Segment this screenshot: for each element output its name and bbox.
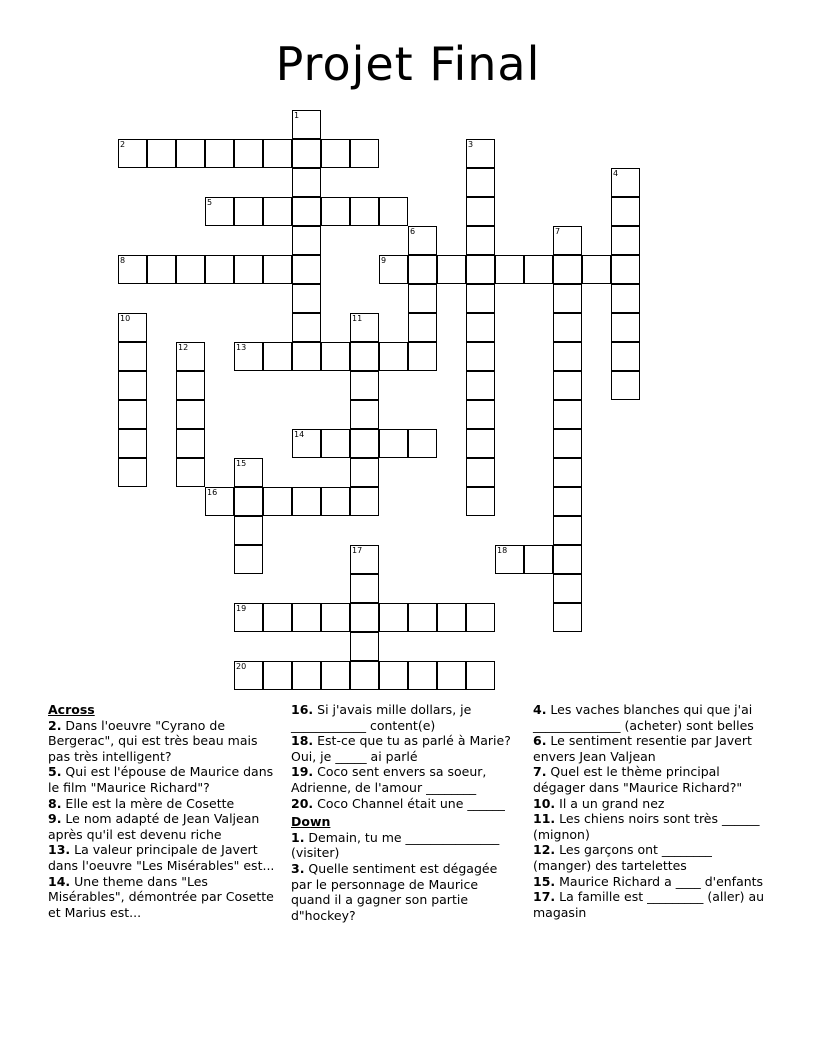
clue-number: 15. (533, 873, 556, 889)
grid-cell[interactable] (408, 603, 437, 632)
grid-cell[interactable] (611, 226, 640, 255)
down-clue: 10. Il a un grand nez (533, 795, 665, 811)
grid-cell[interactable] (350, 574, 379, 603)
grid-cell[interactable] (553, 226, 582, 255)
grid-cell[interactable] (524, 255, 553, 284)
clue-number: 14 (294, 430, 305, 439)
grid-cell[interactable] (118, 458, 147, 487)
grid-cell[interactable] (437, 255, 466, 284)
grid-cell[interactable] (234, 516, 263, 545)
grid-cell[interactable] (263, 603, 292, 632)
grid-cell[interactable] (118, 255, 147, 284)
clue-number: 2. (48, 717, 62, 733)
down-clue: 17. La famille est _________ (aller) au magasin (533, 889, 765, 920)
grid-cell[interactable] (292, 255, 321, 284)
grid-cell[interactable] (379, 661, 408, 690)
grid-cell[interactable] (176, 255, 205, 284)
clue-number: 14. (48, 873, 71, 889)
down-clue: 3. Quelle sentiment est dégagée par le personnage de Maurice quand il a gagner son partie d"hockey? (291, 860, 498, 923)
grid-cell[interactable] (553, 284, 582, 313)
grid-cell[interactable] (205, 139, 234, 168)
grid-cell[interactable] (234, 487, 263, 516)
grid-cell[interactable] (350, 342, 379, 371)
grid-cell[interactable] (611, 255, 640, 284)
grid-cell[interactable] (350, 661, 379, 690)
grid-cell[interactable] (350, 400, 379, 429)
grid-cell[interactable] (350, 429, 379, 458)
grid-cell[interactable] (234, 342, 263, 371)
across-clue-list-continued (291, 702, 511, 811)
grid-cell[interactable] (437, 603, 466, 632)
grid-cell[interactable] (350, 197, 379, 226)
grid-cell[interactable] (611, 284, 640, 313)
clues-column-1 (48, 702, 278, 920)
grid-cell[interactable] (553, 545, 582, 574)
clue-number: 13. (48, 842, 71, 858)
grid-cell[interactable] (553, 516, 582, 545)
across-heading: Across (48, 702, 95, 717)
grid-cell[interactable] (466, 284, 495, 313)
grid-cell[interactable] (292, 661, 321, 690)
grid-cell[interactable] (176, 139, 205, 168)
grid-cell[interactable] (553, 458, 582, 487)
grid-cell[interactable] (611, 168, 640, 197)
across-clue: 14. Une theme dans "Les Misérables", démontrée par Cosette et Marius est... (48, 873, 274, 920)
down-clue: 4. Les vaches blanches qui que j'ai ______________ (acheter) sont belles (533, 702, 754, 733)
down-heading: Down (291, 814, 331, 830)
grid-cell[interactable] (118, 371, 147, 400)
grid-cell[interactable] (408, 226, 437, 255)
clue-number: 3. (291, 860, 305, 876)
grid-cell[interactable] (408, 284, 437, 313)
grid-cell[interactable] (292, 197, 321, 226)
clue-number: 4. (533, 702, 547, 717)
grid-cell[interactable] (263, 197, 292, 226)
across-clue: 8. Elle est la mère de Cosette (48, 795, 235, 811)
grid-cell[interactable] (466, 371, 495, 400)
clue-number: 7 (555, 227, 561, 236)
grid-cell[interactable] (379, 255, 408, 284)
grid-cell[interactable] (176, 400, 205, 429)
across-clue: 18. Est-ce que tu as parlé à Marie? Oui, je _____ ai parlé (291, 733, 511, 764)
down-clue-list-continued (533, 702, 765, 920)
grid-cell[interactable] (205, 255, 234, 284)
grid-cell[interactable] (350, 139, 379, 168)
across-clue: 20. Coco Channel était une ______ (291, 795, 505, 811)
clue-number: 20. (291, 795, 314, 811)
grid-cell[interactable] (495, 255, 524, 284)
grid-cell[interactable] (466, 603, 495, 632)
grid-cell[interactable] (263, 255, 292, 284)
grid-cell[interactable] (321, 139, 350, 168)
clue-number: 9. (48, 811, 62, 827)
grid-cell[interactable] (379, 429, 408, 458)
grid-cell[interactable] (292, 168, 321, 197)
down-clue: 7. Quel est le thème principal dégager dans "Maurice Richard?" (533, 764, 743, 795)
grid-cell[interactable] (553, 342, 582, 371)
grid-cell[interactable] (176, 342, 205, 371)
clue-number: 19. (291, 764, 314, 780)
clue-number: 18 (497, 546, 508, 555)
grid-cell[interactable] (234, 603, 263, 632)
clue-number: 12. (533, 842, 556, 858)
grid-cell[interactable] (466, 255, 495, 284)
down-clue: 12. Les garçons ont ________ (manger) des tartelettes (533, 842, 712, 873)
grid-cell[interactable] (408, 255, 437, 284)
grid-cell[interactable] (350, 632, 379, 661)
grid-cell[interactable] (466, 458, 495, 487)
grid-cell[interactable] (466, 168, 495, 197)
grid-cell[interactable] (611, 342, 640, 371)
grid-cell[interactable] (292, 284, 321, 313)
across-clue: 5. Qui est l'épouse de Maurice dans le film "Maurice Richard"? (48, 764, 274, 795)
clues-column-3 (533, 702, 765, 920)
grid-cell[interactable] (234, 139, 263, 168)
down-clue: 15. Maurice Richard a ____ d'enfants (533, 873, 764, 889)
grid-cell[interactable] (350, 458, 379, 487)
clue-number: 2 (120, 140, 126, 149)
grid-cell[interactable] (147, 139, 176, 168)
grid-cell[interactable] (176, 429, 205, 458)
grid-cell[interactable] (321, 487, 350, 516)
grid-cell[interactable] (466, 226, 495, 255)
down-clue-list (291, 830, 511, 924)
grid-cell[interactable] (118, 313, 147, 342)
grid-cell[interactable] (553, 574, 582, 603)
clue-number: 17 (352, 546, 363, 555)
grid-cell[interactable] (234, 661, 263, 690)
clue-number: 3 (468, 140, 474, 149)
grid-cell[interactable] (321, 429, 350, 458)
grid-cell[interactable] (350, 603, 379, 632)
clue-number: 19 (236, 604, 247, 613)
clues-column-2 (291, 702, 511, 923)
clue-number: 12 (178, 343, 189, 352)
clue-number: 1 (294, 111, 300, 120)
grid-cell[interactable] (292, 226, 321, 255)
grid-cell[interactable] (321, 603, 350, 632)
clue-number: 7. (533, 764, 547, 780)
grid-cell[interactable] (379, 603, 408, 632)
grid-cell[interactable] (495, 545, 524, 574)
grid-cell[interactable] (118, 342, 147, 371)
grid-cell[interactable] (611, 197, 640, 226)
clue-number: 10 (120, 314, 131, 323)
grid-cell[interactable] (553, 400, 582, 429)
grid-cell[interactable] (292, 342, 321, 371)
clue-number: 4 (613, 169, 619, 178)
grid-cell[interactable] (553, 603, 582, 632)
grid-cell[interactable] (234, 255, 263, 284)
clue-number: 17. (533, 889, 556, 905)
clue-number: 9 (381, 256, 387, 265)
grid-cell[interactable] (292, 313, 321, 342)
grid-cell[interactable] (466, 197, 495, 226)
down-clue: 11. Les chiens noirs sont très ______ (mignon) (533, 811, 760, 842)
grid-cell[interactable] (263, 487, 292, 516)
grid-cell[interactable] (263, 139, 292, 168)
grid-cell[interactable] (437, 661, 466, 690)
grid-cell[interactable] (466, 342, 495, 371)
grid-cell[interactable] (466, 400, 495, 429)
grid-cell[interactable] (466, 313, 495, 342)
grid-cell[interactable] (611, 371, 640, 400)
grid-cell[interactable] (350, 545, 379, 574)
grid-cell[interactable] (379, 342, 408, 371)
grid-cell[interactable] (292, 139, 321, 168)
grid-cell[interactable] (350, 371, 379, 400)
clue-number: 11. (533, 811, 556, 827)
down-clue: 6. Le sentiment resentie par Javert envers Jean Valjean (533, 733, 752, 764)
grid-cell[interactable] (147, 255, 176, 284)
grid-cell[interactable] (408, 313, 437, 342)
clue-number: 5 (207, 198, 213, 207)
clue-number: 11 (352, 314, 363, 323)
clue-number: 16. (291, 702, 314, 717)
across-clue-list (48, 718, 278, 921)
grid-cell[interactable] (118, 429, 147, 458)
grid-cell[interactable] (292, 429, 321, 458)
across-clue: 9. Le nom adapté de Jean Valjean après qu'il est devenu riche (48, 811, 260, 842)
grid-cell[interactable] (553, 487, 582, 516)
grid-cell[interactable] (408, 342, 437, 371)
clue-number: 20 (236, 662, 247, 671)
grid-cell[interactable] (408, 429, 437, 458)
grid-cell[interactable] (263, 661, 292, 690)
page-title: Projet Final (275, 37, 541, 91)
clue-number: 5. (48, 764, 62, 780)
across-clue: 16. Si j'avais mille dollars, je ____________ content(e) (291, 702, 472, 733)
clue-number: 10. (533, 795, 556, 811)
grid-cell[interactable] (582, 255, 611, 284)
grid-cell[interactable] (292, 603, 321, 632)
grid-cell[interactable] (292, 487, 321, 516)
grid-cell[interactable] (466, 429, 495, 458)
grid-cell[interactable] (553, 313, 582, 342)
clue-number: 13 (236, 343, 247, 352)
grid-cell[interactable] (611, 313, 640, 342)
grid-cell[interactable] (321, 661, 350, 690)
grid-cell[interactable] (553, 371, 582, 400)
grid-cell[interactable] (234, 458, 263, 487)
grid-cell[interactable] (263, 342, 292, 371)
clue-number: 8. (48, 795, 62, 811)
grid-cell[interactable] (408, 661, 437, 690)
grid-cell[interactable] (466, 139, 495, 168)
across-clue: 19. Coco sent envers sa soeur, Adrienne, de l'amour ________ (291, 764, 487, 795)
clue-number: 8 (120, 256, 126, 265)
clue-number: 1. (291, 829, 305, 845)
clue-number: 16 (207, 488, 218, 497)
grid-cell[interactable] (321, 342, 350, 371)
grid-cell[interactable] (234, 197, 263, 226)
grid-cell[interactable] (524, 545, 553, 574)
grid-cell[interactable] (176, 458, 205, 487)
grid-cell[interactable] (234, 545, 263, 574)
grid-cell[interactable] (292, 110, 321, 139)
down-clue: 1. Demain, tu me _______________ (visiter) (291, 829, 500, 861)
grid-cell[interactable] (350, 313, 379, 342)
grid-cell[interactable] (466, 661, 495, 690)
grid-cell[interactable] (553, 255, 582, 284)
grid-cell[interactable] (176, 371, 205, 400)
clue-number: 18. (291, 733, 314, 749)
clue-number: 6. (533, 733, 547, 749)
grid-cell[interactable] (205, 197, 234, 226)
clue-number: 6 (410, 227, 416, 236)
clue-number: 15 (236, 459, 247, 468)
grid-cell[interactable] (553, 429, 582, 458)
across-clue: 13. La valeur principale de Javert dans l'oeuvre "Les Misérables" est... (48, 842, 275, 873)
grid-cell[interactable] (350, 487, 379, 516)
grid-cell[interactable] (379, 197, 408, 226)
grid-cell[interactable] (118, 139, 147, 168)
grid-cell[interactable] (118, 400, 147, 429)
grid-cell[interactable] (466, 487, 495, 516)
across-clue: 2. Dans l'oeuvre "Cyrano de Bergerac", qui est très beau mais pas très intelligent? (48, 717, 258, 764)
grid-cell[interactable] (321, 197, 350, 226)
grid-cell[interactable] (205, 487, 234, 516)
